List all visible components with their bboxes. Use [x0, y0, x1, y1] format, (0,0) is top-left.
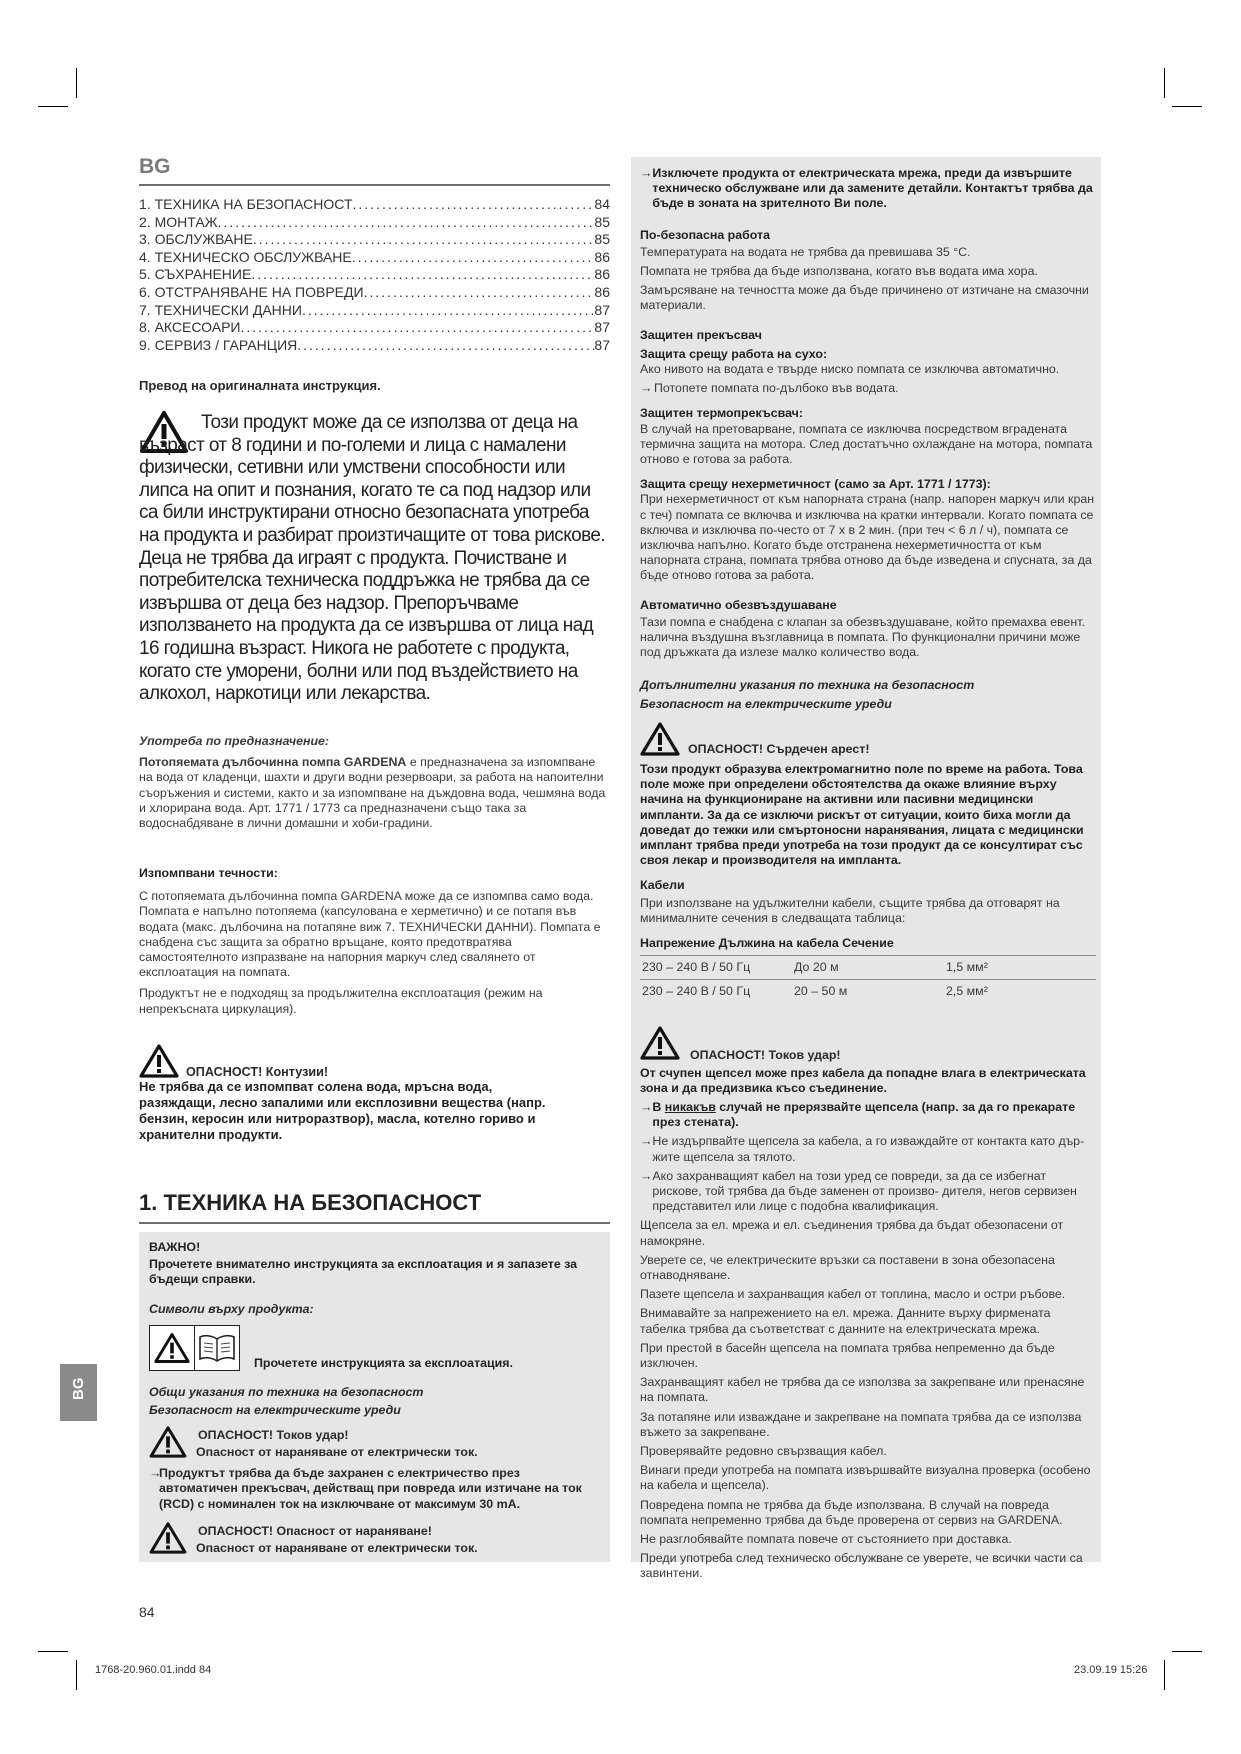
toc-entry[interactable]: 9. СЕРВИЗ / ГАРАНЦИЯ ..... 87 — [139, 337, 610, 355]
cable-paragraph: Проверявайте редовно свързващия кабел. — [640, 1444, 887, 1458]
cable-paragraph: Пазете щепсела и захранващия кабел от топлина, масло и остри ръбове. — [640, 1287, 1066, 1302]
symbols-heading: Символи върху продукта: — [149, 1301, 314, 1316]
toc-entry[interactable]: 4. ТЕХНИЧЕСКО ОБСЛУЖВАНЕ ..... 86 — [139, 249, 610, 267]
pumped-liquids-text: С потопяемата дълбочинна помпа GARDENA може да се изпомпва само вода. Помпата е напълно потопяема (капсулована е херметично) и се потапя във водата (макс. дълбочина на потапяне виж 7. ТЕХНИЧЕСКИ ДАННИ). Помпата е снабдена със защита за обратно връщане, която предотвратява самостоятелното изпразване на напорния маркуч след свалянето от експлоатация на помпата. — [139, 889, 601, 980]
warning-icon — [640, 1026, 680, 1064]
toc-entry[interactable]: 1. ТЕХНИКА НА БЕЗОПАСНОСТ ..... 84 — [139, 196, 610, 214]
cable-paragraph: Внимавайте за напрежението на ел. мрежа. Данните върху фирмената табелка трябва да съответстват с данните на електрическата мрежа. — [640, 1306, 1051, 1336]
dry-text: Ако нивото на водата е твърде ниско помпата се изключва автоматично. — [640, 362, 1060, 377]
leak-text: При нехерметичност от към напорната страна (напр. напорен маркуч или кран с теч) помпата се включва и изключва на кратки интервали. Когато помпата се включва и изключва по-често от 7 х в 2 мин. (при теч < 6 л / ч), помпата се изключва напълно. Когато бъде отстранена нехерметичността от към напорната страна, помпата трябва отново да бъде изведена и спусната, за да бъде отново готова за работа. — [640, 492, 1095, 583]
important-text: Прочетете внимателно инструкцията за експлоатация и я запазете за бъдещи справки. — [149, 1257, 578, 1287]
language-side-tab: BG — [60, 1364, 97, 1421]
cable-paragraph: Захранващият кабел не трябва да се използва за закрепване или пренасяне на помпата. — [640, 1375, 1085, 1405]
cable-paragraph: При престой в басейн щепсела на помпата трябва непременно да бъде изключен. — [640, 1340, 1055, 1370]
footer-date: 23.09.19 15:26 — [1074, 1664, 1148, 1676]
cardiac-title: ОПАСНОСТ! Сърдечен арест! — [688, 741, 870, 756]
cables-text: При използване на удължителни кабели, същите трябва да отговарят на минималните сечения в следващата таблица: — [640, 895, 1060, 925]
safer-text-2: Помпата не трябва да бъде използвана, когато във водата има хора. — [640, 264, 1038, 279]
section-title: 1. ТЕХНИКА НА БЕЗОПАСНОСТ — [139, 1190, 482, 1215]
cable-paragraph: Винаги преди употреба на помпата извършвайте визуална проверка (особено на кабела и щепсела). — [640, 1463, 1091, 1493]
safer-text-3: Замърсяване на течността може да бъде причинено от изтичане на смазочни материали. — [640, 283, 1089, 313]
danger-contusions-title: ОПАСНОСТ! Контузии! — [186, 1065, 329, 1079]
crop-mark — [1172, 1651, 1202, 1652]
damaged-text: Ако захранващият кабел на този уред се повреди, за да се избегнат рискове, той трябва да бъде заменен от произво- дителя, негов сервизен представител или лице с подобна квалификация. — [652, 1168, 1077, 1214]
warning-icon — [149, 1426, 187, 1462]
cable-paragraph: Щепсела за ел. мрежа и ел. съединения трябва да бъдат обезопасени от намокряне. — [640, 1218, 1064, 1248]
intended-use-lead: Потопяемата дълбочинна помпа GARDENA — [139, 755, 407, 770]
arrow-icon: → — [640, 381, 653, 396]
pull-text: Не издърпвайте щепсела за кабела, а го изваждайте от контакта като дър- жите щепсела за тялото. — [652, 1134, 1085, 1164]
arrow-icon: → — [149, 1466, 162, 1481]
warning-icon — [149, 1522, 187, 1558]
additional-safety-heading: Допълнителни указания по техника на безопасност — [640, 678, 975, 693]
crop-mark — [1164, 68, 1165, 98]
thermo-text: В случай на претоварване, помпата се изключва посредством вградената термична защита на мотора. След достатъчно охлаждане на мотора, помпата отново е готова за работа. — [640, 421, 1093, 467]
table-cell: 230 – 240 В / 50 Гц — [640, 980, 792, 1004]
thermo-heading: Защитен термопрекъсвач: — [640, 406, 803, 421]
electrical-safety-heading: Безопасност на електрическите уреди — [149, 1403, 401, 1418]
intended-use-text: е предназначена за изпомпване на вода от кладенци, шахти и други водни резервоари, за работа на напоителни съоръжения и системи, както и за изпомпване на дъждовна вода, чешмяна вода и хлорирана вода. Арт. 1771 / 1773 са предназначени също така за водоснабдяване в лични домашни и хоби-градини. — [139, 755, 606, 831]
safety-panel-content — [640, 166, 1095, 1586]
arrow-icon: → — [640, 1134, 653, 1149]
crop-mark — [38, 1651, 68, 1652]
toc-entry[interactable]: 8. АКСЕСОАРИ ..... 87 — [139, 319, 610, 337]
crop-mark — [1172, 106, 1202, 107]
dry-heading: Защита срещу работа на сухо: — [640, 346, 828, 361]
arrow-icon: → — [640, 1168, 653, 1183]
never-rest: случай не прерязвайте щепсела (напр. за да го прекарате през стената). — [652, 1099, 1076, 1130]
pumped-liquids — [139, 866, 610, 1021]
crop-mark — [38, 106, 68, 107]
table-row — [640, 980, 1096, 1004]
page-number: 84 — [139, 1604, 155, 1620]
children-warning: Този продукт може да се използва от деца на възраст от 8 години и по-големи и лица с намалени физически, сетивни или умствени способности или липса на опит и познания, когато те са под надзор или са били инструктирани относно безопасната употреба на продукта и разбират произтичащите от това рискове. Деца не трябва да играят с продукта. Почистване и потребителска техническа поддръжка не трябва да се извършва от деца без надзор. Препоръчваме използването на продукта да се извършва от лица над 16 годишна възраст. Никога не работете с продукта, когато сте уморени, болни или под въздействието на алкохол, наркотици или лекарства. — [139, 412, 606, 705]
injury-title: ОПАСНОСТ! Опасност от нараняване! — [198, 1523, 432, 1538]
important-box-content — [149, 1240, 599, 1558]
toc-entry[interactable]: 3. ОБСЛУЖВАНЕ ..... 85 — [139, 231, 610, 249]
table-row — [640, 956, 1096, 980]
table-cell: До 20 м — [792, 956, 944, 980]
breaker-heading: Защитен прекъсвач — [640, 327, 762, 342]
cable-table-header: Напрежение Дължина на кабела Сечение — [640, 935, 894, 950]
general-safety-heading: Общи указания по техника на безопасност — [149, 1384, 424, 1399]
vent-heading: Автоматично обезвъздушаване — [640, 597, 837, 612]
never-word: никакъв — [664, 1099, 716, 1114]
toc-entry[interactable]: 5. СЪХРАНЕНИЕ ..... 86 — [139, 266, 610, 284]
cardiac-text: Този продукт образува електромагнитно поле по време на работа. Това поле може при определени обстоятелства да окаже влияние върху начина на функциониране на активни или пасивни медицински импланти. За да се изключи рискът от ситуации, които биха могли да доведат до тежки или смъртоносни наранявания, лицата с медицински имплант трябва преди употреба на този продукт да се консултират със своя лекар и производителя на импланта. — [640, 761, 1084, 868]
shock-text: От счупен щепсел може през кабела да попадне влага в електрическата зона и да предизвика късо съединение. — [640, 1065, 1086, 1095]
warning-icon — [640, 722, 680, 760]
vent-text: Тази помпа е снабдена с клапан за обезвъздушаване, който премахва евент. налична въздушна възглавница в помпата. По функционални причини може под дръжката да излезе малко количество вода. — [640, 614, 1085, 660]
danger-contusions-text: Не трябва да се изпомпват солена вода, мръсна вода, разяждащи, лесно запалими или експлозивни вещества (напр. бензин, керосин или нитроразтвор), масла, котелно гориво и хранителни продукти. — [139, 1079, 546, 1142]
table-cell: 1,5 мм² — [944, 956, 1096, 980]
safer-heading: По-безопасна работа — [640, 227, 770, 242]
intended-use — [139, 734, 610, 835]
cable-paragraph: Преди употреба след техническо обслужване се уверете, че всички части са завинтени. — [640, 1551, 1083, 1581]
cables-heading: Кабели — [640, 878, 685, 893]
warning-icon — [139, 1044, 179, 1083]
warning-symbol-icon — [149, 1325, 195, 1371]
cable-paragraph: За потапяне или изваждане и закрепване на помпата трябва да се използва въжето за закрепване. — [640, 1409, 1082, 1439]
rcd-text: Продуктът трябва да бъде захранен с електричество през автоматичен прекъсвач, действащ при повреда или изтичане на ток (RCD) с номинален ток на изключване от максимум 30 mA. — [159, 1466, 582, 1511]
cable-paragraph: Уверете се, че електрическите връзки са поставени в зона обезопасена отнаводняване. — [640, 1252, 1055, 1282]
table-of-contents — [139, 196, 610, 354]
electrical-safety-heading: Безопасност на електрическите уреди — [640, 696, 892, 711]
divider — [139, 1222, 610, 1224]
disconnect-text: Изключете продукта от електрическата мрежа, преди да извършите техническо обслужване или да замените детайли. Контактът трябва да бъде в зоната на зрителното Ви поле. — [652, 166, 1093, 211]
shock-text: Опасност от нараняване от електрически ток. — [196, 1445, 478, 1460]
pumped-liquids-heading: Изпомпвани течности: — [139, 866, 278, 880]
table-cell: 20 – 50 м — [792, 980, 944, 1004]
injury-text: Опасност от нараняване от електрически ток. — [196, 1540, 478, 1555]
leak-heading: Защита срещу нехерметичност (само за Арт. 1771 / 1773): — [640, 477, 991, 492]
shock-title: ОПАСНОСТ! Токов удар! — [690, 1047, 841, 1062]
crop-mark — [76, 1660, 77, 1690]
language-code: BG — [139, 155, 171, 178]
table-cell: 2,5 мм² — [944, 980, 1096, 1004]
manual-book-icon — [195, 1325, 240, 1371]
crop-mark — [76, 68, 77, 98]
toc-entry[interactable]: 7. ТЕХНИЧЕСКИ ДАННИ ..... 87 — [139, 302, 610, 320]
shock-title: ОПАСНОСТ! Токов удар! — [198, 1428, 349, 1443]
intended-use-heading: Употреба по предназначение: — [139, 734, 330, 748]
important-heading: ВАЖНО! — [149, 1240, 201, 1254]
dry-action: Потопете помпата по-дълбоко във водата. — [654, 381, 899, 396]
cable-table — [640, 955, 1096, 1003]
crop-mark — [1164, 1660, 1165, 1690]
table-cell: 230 – 240 В / 50 Гц — [640, 956, 792, 980]
safer-text-1: Температурата на водата не трябва да превишава 35 °C. — [640, 244, 971, 259]
arrow-icon: → — [640, 166, 653, 180]
toc-entry[interactable]: 2. МОНТАЖ ..... 85 — [139, 214, 610, 232]
footer-file: 1768-20.960.01.indd 84 — [95, 1664, 212, 1676]
pumped-liquids-note: Продуктът не е подходящ за продължителна експлоатация (режим на непрекъсната циркулация). — [139, 986, 543, 1016]
never-prefix: В — [652, 1099, 665, 1114]
toc-entry[interactable]: 6. ОТСТРАНЯВАНЕ НА ПОВРЕДИ ..... 86 — [139, 284, 610, 302]
divider — [139, 184, 610, 186]
cable-paragraph: Не разглобявайте помпата повече от състоянието при доставка. — [640, 1532, 1012, 1547]
cable-paragraph: Повредена помпа не трябва да бъде използвана. В случай на повреда помпата непременно трябва да бъде проверена от сервиз на GARDENA. — [640, 1497, 1063, 1527]
translation-note: Превод на оригиналната инструкция. — [139, 378, 381, 393]
read-manual-text: Прочетете инструкцията за експлоатация. — [254, 1355, 513, 1370]
arrow-icon: → — [640, 1099, 653, 1114]
